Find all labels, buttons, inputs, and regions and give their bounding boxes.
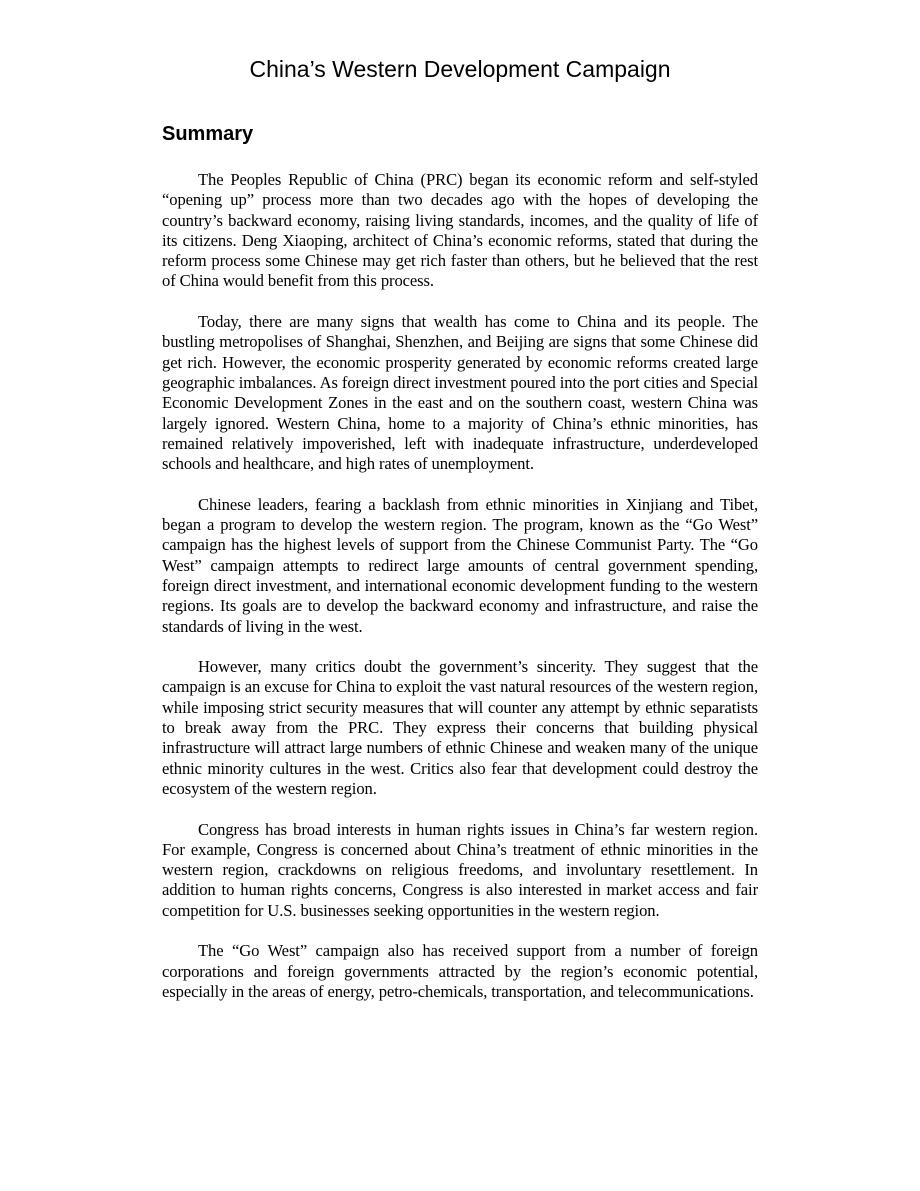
paragraph-5: Congress has broad interests in human rights issues in China’s far western region. For example, Congress is concerned about China’s treatment of ethnic minorities in the western region, crackdowns on religious freedoms, and involuntary resettlement. In addition to human rights concerns, Congress is also interested in market access and fair competition for U.S. businesses seeking opportunities in the western region.	[162, 819, 758, 920]
document-title: China’s Western Development Campaign	[249, 56, 671, 82]
paragraph-2: Today, there are many signs that wealth has come to China and its people. The bustling metropolises of Shanghai, Shenzhen, and Beijing are signs that some Chinese did get rich. However, the economic prosperity generated by economic reforms created large geographic imbalances. As foreign direct investment poured into the port cities and Special Economic Development Zones in the east and on the southern coast, western China was largely ignored. Western China, home to a majority of China’s ethnic minorities, has remained relatively impoverished, left with inadequate infrastructure, underdeveloped schools and healthcare, and high rates of unemployment.	[162, 312, 758, 474]
paragraph-4: However, many critics doubt the government’s sincerity. They suggest that the campaign is an excuse for China to exploit the vast natural resources of the western region, while imposing strict security measures that will counter any attempt by ethnic separatists to break away from the PRC. They express their concerns that building physical infrastructure will attract large numbers of ethnic Chinese and weaken many of the unique ethnic minority cultures in the west. Critics also fear that development could destroy the ecosystem of the western region.	[162, 657, 758, 798]
paragraph-6: The “Go West” campaign also has received support from a number of foreign corporations and foreign governments attracted by the region’s economic potential, especially in the areas of energy, petro-chemicals, transportation, and telecommunications.	[162, 941, 758, 1001]
paragraph-1: The Peoples Republic of China (PRC) began its economic reform and self-styled “opening up” process more than two decades ago with the hopes of developing the country’s backward economy, raising living standards, incomes, and the quality of life of its citizens. Deng Xiaoping, architect of China’s economic reforms, stated that during the reform process some Chinese may get rich faster than others, but he believed that the rest of China would benefit from this process.	[162, 170, 758, 291]
summary-body	[162, 170, 758, 1022]
section-heading-summary: Summary	[162, 123, 254, 145]
paragraph-3: Chinese leaders, fearing a backlash from ethnic minorities in Xinjiang and Tibet, began a program to develop the western region. The program, known as the “Go West” campaign has the highest levels of support from the Chinese Communist Party. The “Go West” campaign attempts to redirect large amounts of central government spending, foreign direct investment, and international economic development funding to the western regions. Its goals are to develop the backward economy and infrastructure, and raise the standards of living in the west.	[162, 494, 758, 636]
